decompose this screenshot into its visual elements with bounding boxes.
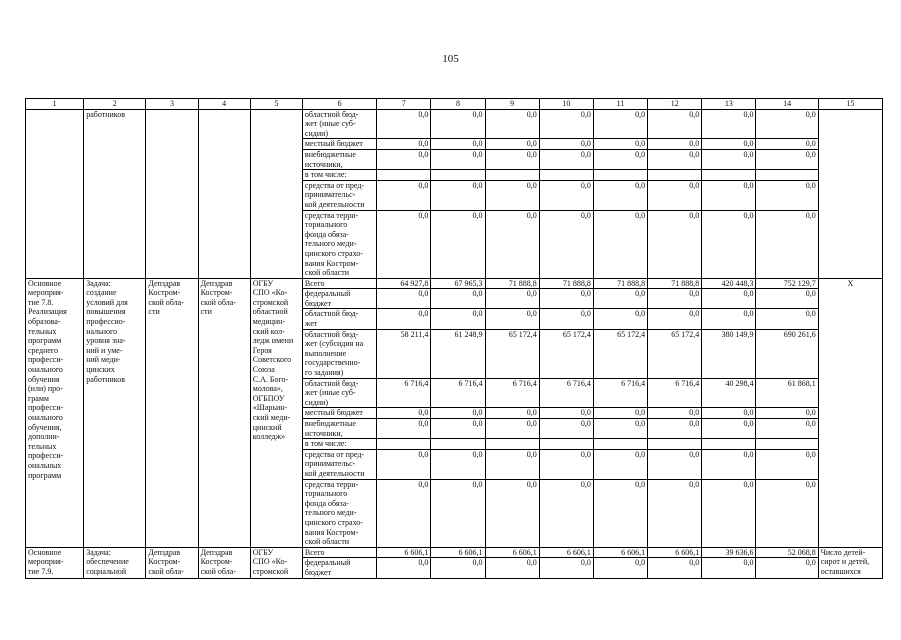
funding-source: областной бюд- жет (субсидия на выполнение государственно- го задания): [302, 329, 376, 378]
amount-cell: 0,0: [431, 149, 485, 169]
column-number: 4: [198, 99, 250, 110]
executor-cell: [250, 109, 302, 278]
amount-cell: 52 068,8: [756, 547, 818, 558]
amount-cell: 0,0: [485, 419, 539, 439]
executor-cell: ОГБУ СПО «Ко- стромской: [250, 547, 302, 578]
amount-cell: 0,0: [702, 289, 756, 309]
column-number: 9: [485, 99, 539, 110]
amount-cell: 0,0: [756, 419, 818, 439]
amount-cell: 0,0: [377, 449, 431, 479]
amount-cell: 0,0: [648, 139, 702, 150]
amount-cell: 0,0: [539, 109, 593, 139]
funding-source: средства от пред- принимательс- кой деятельности: [302, 449, 376, 479]
table-row: [26, 278, 883, 289]
amount-cell: 0,0: [431, 109, 485, 139]
column-number: 12: [648, 99, 702, 110]
amount-cell: 0,0: [593, 309, 647, 329]
amount-cell: 0,0: [702, 309, 756, 329]
funding-source: федеральный бюджет: [302, 289, 376, 309]
amount-cell: 6 606,1: [539, 547, 593, 558]
amount-cell: 0,0: [485, 109, 539, 139]
amount-cell: 0,0: [648, 180, 702, 210]
amount-cell: [539, 170, 593, 181]
amount-cell: 0,0: [756, 309, 818, 329]
amount-cell: 0,0: [485, 479, 539, 547]
funding-source: местный бюджет: [302, 408, 376, 419]
amount-cell: 0,0: [377, 139, 431, 150]
amount-cell: [648, 439, 702, 450]
amount-cell: 0,0: [431, 180, 485, 210]
amount-cell: 0,0: [593, 180, 647, 210]
amount-cell: 0,0: [377, 419, 431, 439]
amount-cell: 0,0: [593, 419, 647, 439]
amount-cell: 0,0: [377, 408, 431, 419]
amount-cell: 0,0: [702, 139, 756, 150]
amount-cell: 6 716,4: [539, 378, 593, 408]
amount-cell: 65 172,4: [593, 329, 647, 378]
amount-cell: 0,0: [377, 180, 431, 210]
amount-cell: 0,0: [593, 139, 647, 150]
customer-cell: Депздрав Костром- ской обла-: [146, 547, 198, 578]
amount-cell: 0,0: [431, 309, 485, 329]
amount-cell: 420 448,3: [702, 278, 756, 289]
amount-cell: 0,0: [648, 419, 702, 439]
amount-cell: 0,0: [593, 558, 647, 578]
funding-source: Всего: [302, 278, 376, 289]
amount-cell: [377, 170, 431, 181]
table-body: [26, 99, 883, 579]
table-row: [26, 109, 883, 139]
amount-cell: 0,0: [485, 558, 539, 578]
amount-cell: 0,0: [431, 558, 485, 578]
column-number: 13: [702, 99, 756, 110]
amount-cell: 39 636,6: [702, 547, 756, 558]
amount-cell: 61 248,9: [431, 329, 485, 378]
funding-source: средства терри- ториального фонда обяза- тельного меди- цинского страхо- вания Костром- ской области: [302, 210, 376, 278]
task-cell: работников: [84, 109, 146, 278]
amount-cell: 0,0: [702, 408, 756, 419]
amount-cell: 6 716,4: [431, 378, 485, 408]
amount-cell: 65 172,4: [648, 329, 702, 378]
column-number: 8: [431, 99, 485, 110]
amount-cell: 0,0: [593, 289, 647, 309]
amount-cell: 6 606,1: [431, 547, 485, 558]
amount-cell: 40 298,4: [702, 378, 756, 408]
amount-cell: 0,0: [593, 109, 647, 139]
column-number-row: [26, 99, 883, 110]
executor-cell: ОГБУ СПО «Ко- стромской областной медицин- ский кол- ледж имени Героя Советского Союза С.А. Бого- молова», ОГБПОУ «Шарьин- ский меди- цинский колледж»: [250, 278, 302, 547]
amount-cell: 0,0: [702, 479, 756, 547]
amount-cell: [756, 170, 818, 181]
amount-cell: 0,0: [485, 289, 539, 309]
amount-cell: 0,0: [485, 139, 539, 150]
amount-cell: 0,0: [756, 109, 818, 139]
amount-cell: [702, 439, 756, 450]
amount-cell: 0,0: [702, 558, 756, 578]
amount-cell: 0,0: [756, 139, 818, 150]
coexecutor-cell: Депздрав Костром- ской обла-: [198, 547, 250, 578]
coexecutor-cell: Депздрав Костром- ской обла- сти: [198, 278, 250, 547]
measure-cell: Основное мероприя- тие 7.8. Реализация образова- тельных программ среднего професси- онального обучения (или) про- грамм професси- онального обучения, дополни- тельных професси- ональных программ: [26, 278, 84, 547]
amount-cell: 0,0: [648, 479, 702, 547]
column-number: 15: [818, 99, 882, 110]
column-number: 14: [756, 99, 818, 110]
amount-cell: 0,0: [431, 479, 485, 547]
amount-cell: 0,0: [377, 309, 431, 329]
amount-cell: 0,0: [702, 180, 756, 210]
amount-cell: 0,0: [593, 449, 647, 479]
amount-cell: 6 606,1: [377, 547, 431, 558]
amount-cell: 0,0: [648, 109, 702, 139]
customer-cell: [146, 109, 198, 278]
amount-cell: [431, 439, 485, 450]
amount-cell: 0,0: [485, 449, 539, 479]
funding-source: средства терри- ториального фонда обяза- тельного меди- цинского страхо- вания Костром- ской области: [302, 479, 376, 547]
amount-cell: 0,0: [431, 419, 485, 439]
amount-cell: [593, 170, 647, 181]
amount-cell: 0,0: [539, 419, 593, 439]
amount-cell: 0,0: [485, 210, 539, 278]
table-row: [26, 547, 883, 558]
funding-source: внебюджетные источники,: [302, 149, 376, 169]
amount-cell: 0,0: [756, 449, 818, 479]
amount-cell: 71 888,8: [593, 278, 647, 289]
funding-source: средства от пред- принимательс- кой деятельности: [302, 180, 376, 210]
funding-source: областной бюд- жет (иные суб- сидии): [302, 109, 376, 139]
program-financing-table: [25, 98, 883, 579]
amount-cell: 0,0: [593, 408, 647, 419]
column-number: 1: [26, 99, 84, 110]
amount-cell: 0,0: [539, 408, 593, 419]
column-number: 5: [250, 99, 302, 110]
page-number: 105: [442, 53, 459, 65]
amount-cell: 0,0: [485, 149, 539, 169]
funding-source: Всего: [302, 547, 376, 558]
amount-cell: [431, 170, 485, 181]
amount-cell: 0,0: [377, 289, 431, 309]
amount-cell: 380 149,9: [702, 329, 756, 378]
amount-cell: 0,0: [756, 408, 818, 419]
amount-cell: [485, 170, 539, 181]
amount-cell: 0,0: [485, 408, 539, 419]
amount-cell: 0,0: [648, 449, 702, 479]
amount-cell: 0,0: [593, 210, 647, 278]
column-number: 11: [593, 99, 647, 110]
amount-cell: 0,0: [539, 149, 593, 169]
amount-cell: 0,0: [648, 408, 702, 419]
amount-cell: 71 888,8: [648, 278, 702, 289]
amount-cell: 0,0: [756, 149, 818, 169]
funding-source: областной бюд- жет (иные суб- сидии): [302, 378, 376, 408]
amount-cell: 6 716,4: [485, 378, 539, 408]
amount-cell: 690 261,6: [756, 329, 818, 378]
amount-cell: 6 716,4: [377, 378, 431, 408]
amount-cell: 0,0: [431, 210, 485, 278]
amount-cell: 0,0: [431, 289, 485, 309]
result-indicator: X: [818, 278, 882, 547]
amount-cell: 61 868,1: [756, 378, 818, 408]
amount-cell: 0,0: [485, 309, 539, 329]
amount-cell: 0,0: [702, 149, 756, 169]
amount-cell: 0,0: [756, 289, 818, 309]
funding-source: в том числе:: [302, 439, 376, 450]
amount-cell: [648, 170, 702, 181]
amount-cell: 0,0: [648, 309, 702, 329]
amount-cell: 0,0: [377, 210, 431, 278]
amount-cell: 6 606,1: [648, 547, 702, 558]
amount-cell: 65 172,4: [485, 329, 539, 378]
amount-cell: 0,0: [756, 180, 818, 210]
amount-cell: 0,0: [539, 309, 593, 329]
amount-cell: 71 888,8: [485, 278, 539, 289]
amount-cell: 0,0: [377, 479, 431, 547]
funding-source: в том числе:: [302, 170, 376, 181]
funding-source: областной бюд- жет: [302, 309, 376, 329]
amount-cell: 0,0: [485, 180, 539, 210]
funding-source: федеральный бюджет: [302, 558, 376, 578]
amount-cell: 0,0: [377, 558, 431, 578]
column-number: 10: [539, 99, 593, 110]
amount-cell: 0,0: [431, 408, 485, 419]
amount-cell: 0,0: [702, 419, 756, 439]
column-number: 2: [84, 99, 146, 110]
amount-cell: 0,0: [648, 210, 702, 278]
task-cell: Задача: создание условий для повышения профессио- нального уровня зна- ний и уме- ний меди- цинских работников: [84, 278, 146, 547]
task-cell: Задача: обеспечение социальной: [84, 547, 146, 578]
amount-cell: 0,0: [593, 479, 647, 547]
amount-cell: 6 606,1: [593, 547, 647, 558]
amount-cell: [377, 439, 431, 450]
amount-cell: 6 716,4: [648, 378, 702, 408]
amount-cell: 0,0: [539, 479, 593, 547]
result-indicator: [818, 109, 882, 278]
amount-cell: 0,0: [702, 449, 756, 479]
funding-source: местный бюджет: [302, 139, 376, 150]
amount-cell: 0,0: [702, 109, 756, 139]
amount-cell: 64 927,8: [377, 278, 431, 289]
measure-cell: Основное мероприя- тие 7.9.: [26, 547, 84, 578]
funding-source: внебюджетные источники,: [302, 419, 376, 439]
amount-cell: [485, 439, 539, 450]
amount-cell: 0,0: [431, 449, 485, 479]
amount-cell: 0,0: [377, 109, 431, 139]
amount-cell: 0,0: [539, 558, 593, 578]
amount-cell: 0,0: [539, 210, 593, 278]
amount-cell: 0,0: [539, 449, 593, 479]
customer-cell: Депздрав Костром- ской обла- сти: [146, 278, 198, 547]
measure-cell: [26, 109, 84, 278]
column-number: 6: [302, 99, 376, 110]
amount-cell: 0,0: [539, 289, 593, 309]
amount-cell: 67 965,3: [431, 278, 485, 289]
amount-cell: [593, 439, 647, 450]
amount-cell: 0,0: [648, 149, 702, 169]
result-indicator: Число детей- сирот и детей, оставшихся: [818, 547, 882, 578]
amount-cell: 6 606,1: [485, 547, 539, 558]
column-number: 7: [377, 99, 431, 110]
amount-cell: 0,0: [648, 289, 702, 309]
amount-cell: [702, 170, 756, 181]
amount-cell: 0,0: [593, 149, 647, 169]
coexecutor-cell: [198, 109, 250, 278]
amount-cell: 0,0: [431, 139, 485, 150]
amount-cell: 71 888,8: [539, 278, 593, 289]
amount-cell: 752 129,7: [756, 278, 818, 289]
column-number: 3: [146, 99, 198, 110]
amount-cell: 0,0: [539, 180, 593, 210]
amount-cell: 6 716,4: [593, 378, 647, 408]
amount-cell: 58 211,4: [377, 329, 431, 378]
amount-cell: 0,0: [756, 210, 818, 278]
amount-cell: 0,0: [756, 558, 818, 578]
amount-cell: 0,0: [377, 149, 431, 169]
amount-cell: 65 172,4: [539, 329, 593, 378]
amount-cell: 0,0: [648, 558, 702, 578]
amount-cell: [539, 439, 593, 450]
amount-cell: 0,0: [702, 210, 756, 278]
amount-cell: [756, 439, 818, 450]
amount-cell: 0,0: [756, 479, 818, 547]
amount-cell: 0,0: [539, 139, 593, 150]
